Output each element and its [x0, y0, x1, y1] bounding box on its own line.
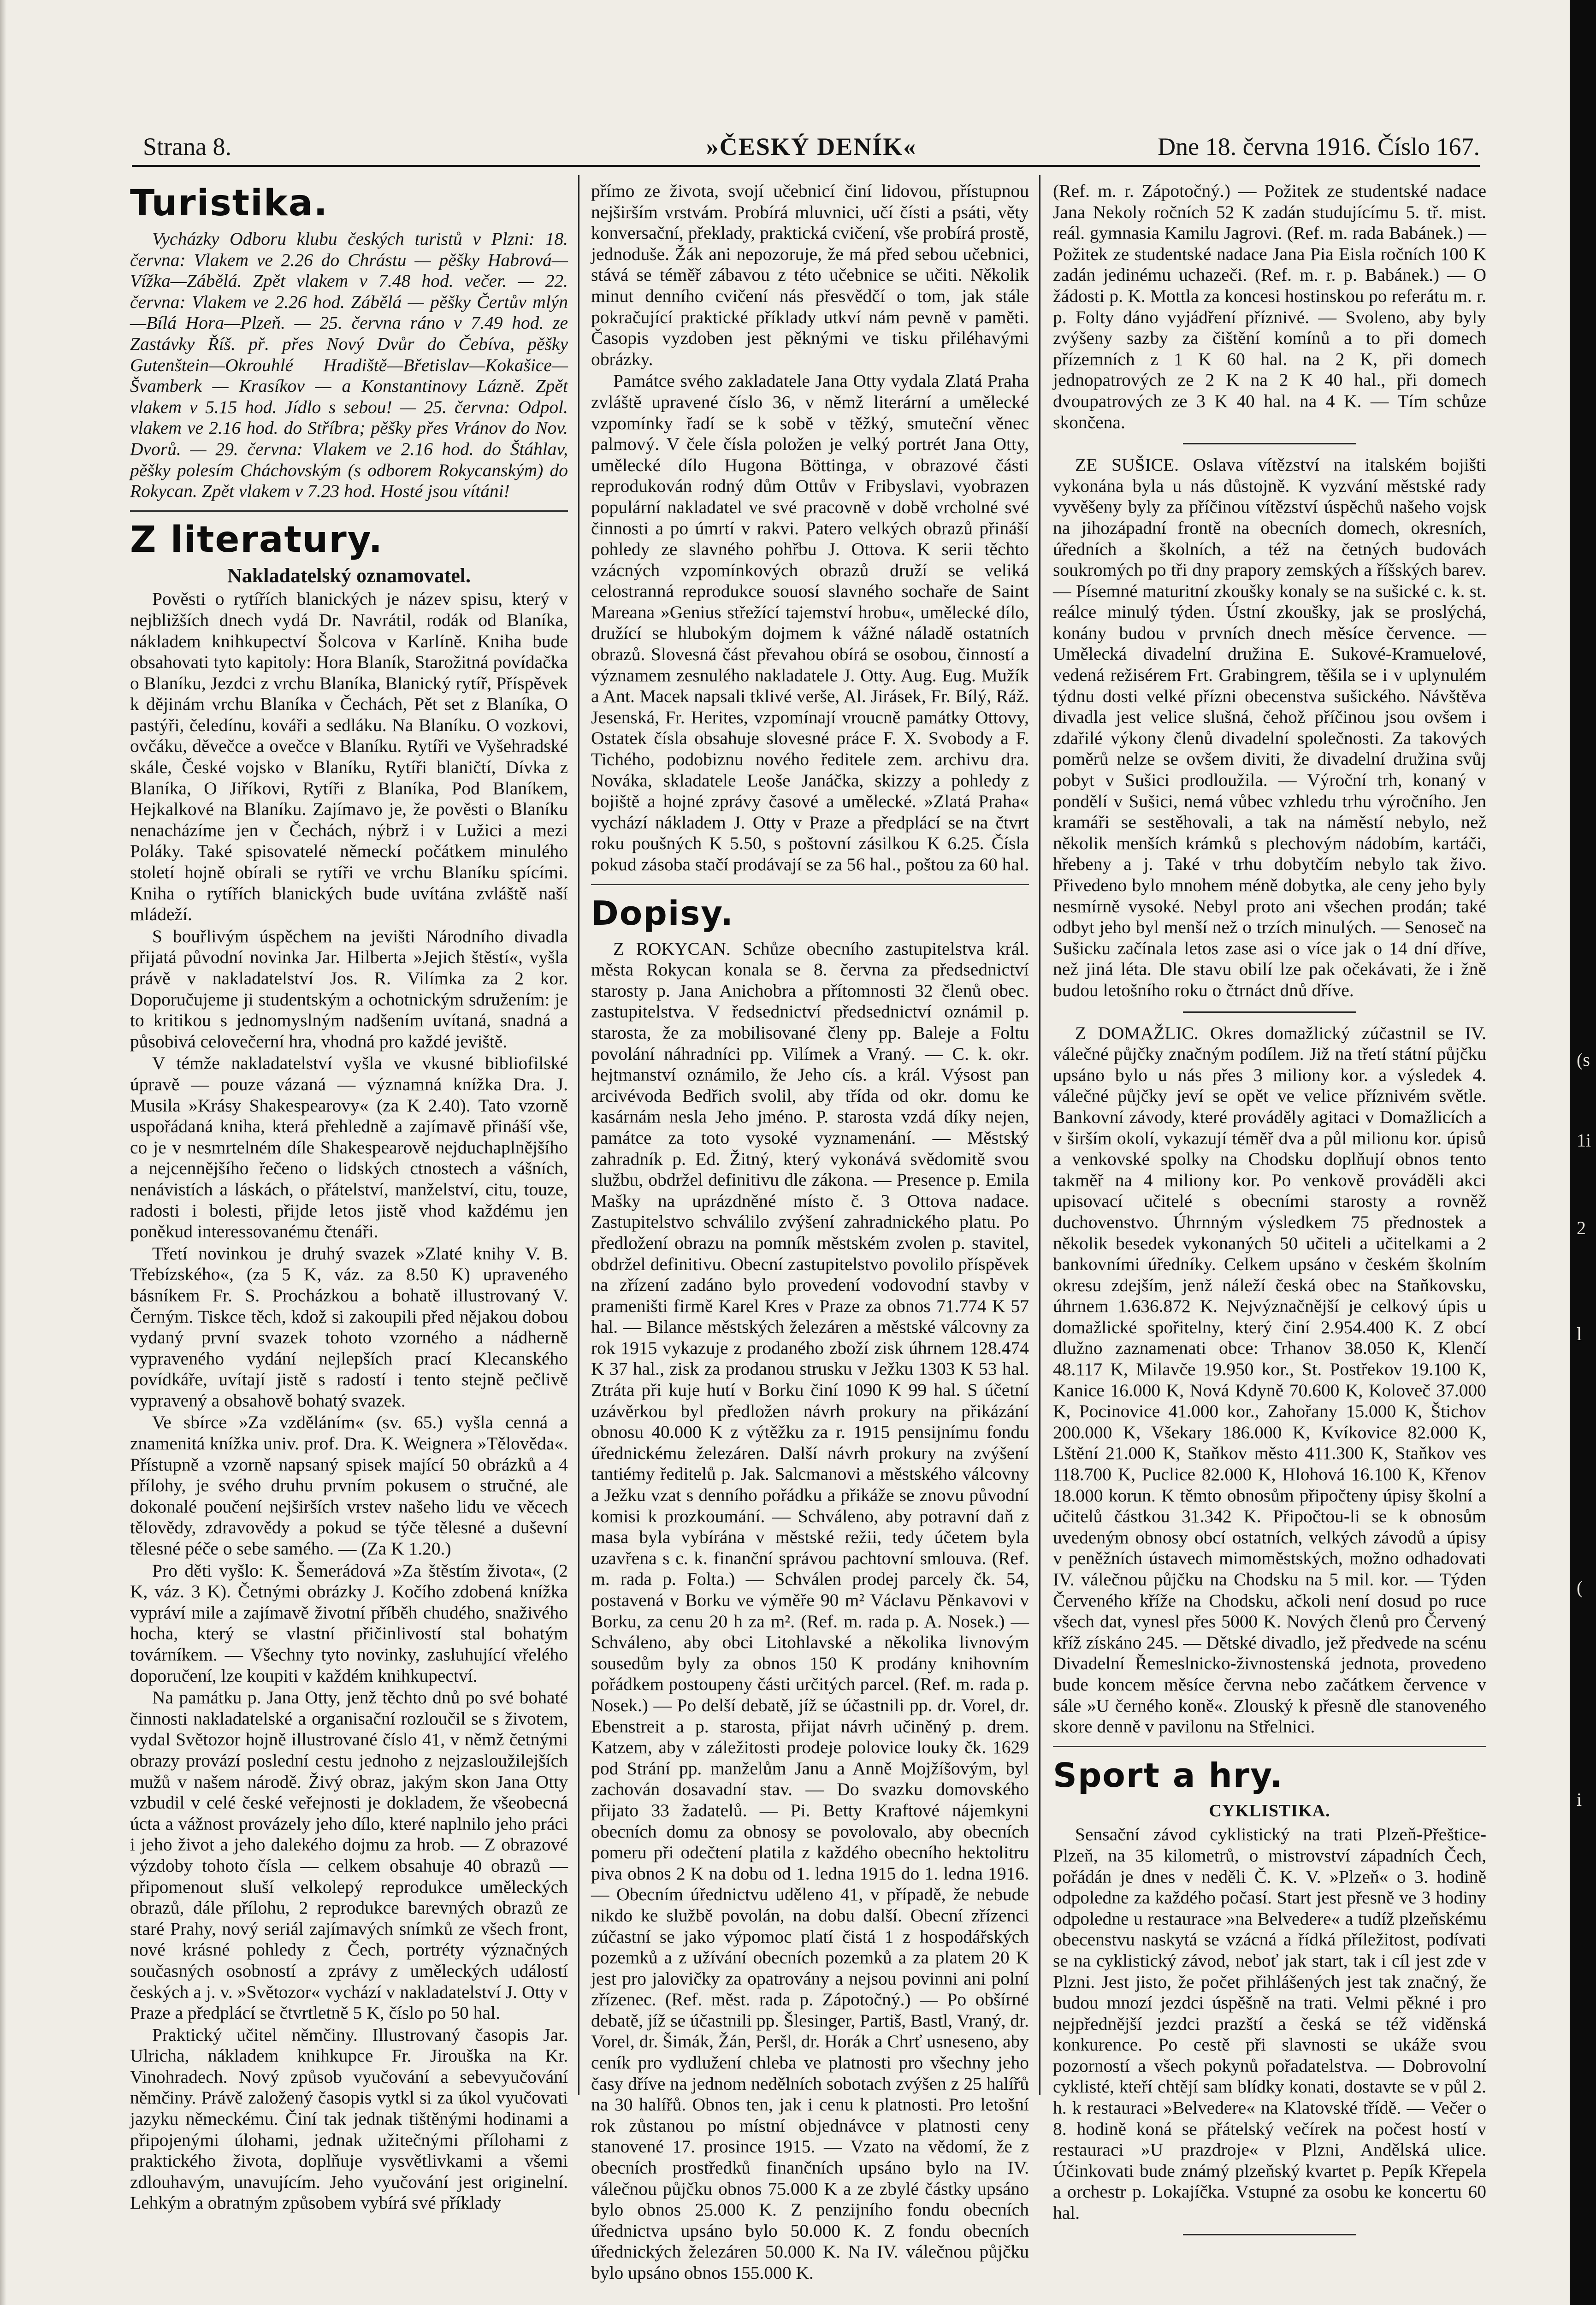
article-paragraph: Z DOMAŽLIC. Okres domažlický zúčastnil se IV. válečné půjčky značným podílem. Již na třetí státní půjčku upsáno bylo u nás přes 3 miliony kor. a výsledek 4. válečné půjčky jeví se opět ve velice příznivém světle. Bankovní závody, které prováděly agitaci v Domažlicích a v širším okolí, vykazují téměř dva a půl milionu kor. úpisů a venkovské spolky na Chodsku doplňují obnos tento takměř na 4 miliony kor. Po venkově prováděli akci upisovací učitelé s obecními starosty a rovněž duchovenstvo. Úhrnným výsledkem 75 přednostek a několik besedek vykonaných 50 učiteli a učitelkami a 2 bankovními úředníky. Celkem upsáno v českém školním okresu zdejším, jenž náleží česká obec na Staňkovsku, úhrnem 1.636.872 K. Nejvýznačnější je celkový úpis u domažlické spořitelny, který činí 2.954.400 K. Z obcí dlužno zaznamenati obce: Trhanov 38.050 K, Klenčí 48.117 K, Milavče 19.950 kor., St. Postřekov 19.100 K, Kanice 16.000 K, Nová Kdyně 70.600 K, Koloveč 37.000 K, Pocinovice 41.000 kor., Zahořany 15.000 K, Štichov 200.000 K, Všekary 186.000 K, Kvíkovice 82.000 K, Lštění 21.000 K, Staňkov město 411.300 K, Staňkov ves 118.700 K, Puclice 82.000 K, Hlohová 16.100 K, Křenov 18.000 korun. K těmto obnosům připočteny úpisy školní a učitelů částkou 31.342 K. Připočtou-li se k obnosům uvedeným obnosy obcí ostatních, velkých závodů a úpisy v peněžních ústavech mimoměstských, možno odhadovati IV. válečnou půjčku na Chodsku na 5 mil. kor. — Týden Červeného kříže na Chodsku, ačkoli není dosud po ruce všech dat, vynesl přes 5000 K. Nových členů pro Červený kříž získáno 245. — Dětské divadlo, jež předvede na scénu Divadelní Řemeslnicko-živnostenská jednota, provedeno bude koncem měsíce června nebo začátkem července v sále »U černého koně«. Zlouský k přesně dle stanoveného skore denně v pavilonu na Střelnici. [1053, 1022, 1486, 1737]
header-rule [132, 165, 1480, 167]
section-heading-literatura: Z literatury. [130, 519, 384, 561]
issue-date-number: Dne 18. června 1916. Číslo 167. [1158, 133, 1480, 160]
column-3 [1053, 181, 1486, 2223]
article-paragraph: Sensační závod cyklistický na trati Plzeň-Přeštice-Plzeň, na 35 kilometrů, o mistrovství západních Čech, pořádán je dnes v neděli Č. K. V. »Plzeň« o 3. hodině odpoledne za každého počasí. Start jest přesně ve 3 hodiny odpoledne u restaurace »na Belvedere« a tudíž plzeňskému obecenstvu naskytá se vzácná a řídká příležitost, podívati se na cyklistický závod, neboť jak start, tak i cíl jest zde v Plzni. Jest jisto, že počet přihlášených jest tak značný, že budou mnozí jezdci úspěšně na trati. Velmi pěkné i pro nejpřednější jezdci prazští a česká se též viděnská konkurence. Po cestě při slavnosti se ukáže svou pozorností a všech pokynů pořadatelstva. — Dobrovolní cyklisté, kteří chtějí sam blídky konati, dostavte se v půl 2. h. k restauraci »Belvedere« na Klatovské třídě. — Večer o 8. hodině koná se přátelský večírek na počest hostí v restauraci »U prazdroje« v Plzni, Andělská ulice. Účinkovati bude známý plzeňský kvartet p. Pepík Křepela a orchestr p. Lokajíčka. Vstupné za osobu ke koncertu 60 hal. [1053, 1824, 1486, 2223]
section-heading-dopisy: Dopisy. [591, 893, 734, 933]
margin-fragment: 2 [1577, 1218, 1586, 1238]
margin-fragment: 1i [1577, 1130, 1591, 1151]
margin-fragment: l [1577, 1324, 1582, 1344]
margin-fragment: ( [1577, 1577, 1583, 1598]
article-paragraph: Pro děti vyšlo: K. Šemerádová »Za štěstím života«, (2 K, váz. 3 K). Četnými obrázky J. Kočího zdobená knížka vypráví mile a zajímavě životní příběh chudého, snaživého hocha, který se vlastní přičinlivostí stal bohatým továrníkem. — Všechny tyto novinky, zasluhující vřelého doporučení, lze koupiti v každém knihkupectví. [130, 1560, 568, 1686]
article-paragraph: V témže nakladatelství vyšla ve vkusné bibliofilské úpravě — pouze vázaná — významná knížka Dra. J. Musila »Krásy Shakespearovy« (za K 2.40). Tato vzorně uspořádaná kniha, která přehledně a zajímavě přináší vše, co je v nesmrtelném díle Shakespearově nejduchaplnějšího a nejcennějšího řečeno o lidských ctnostech a vášních, nenávistích a láskách, o přátelství, manželství, citu, touze, radosti i bolesti, přijde letos jistě vhod každému jen poněkud interessovanému čtenáři. [130, 1053, 568, 1242]
article-paragraph: Praktický učitel němčiny. Illustrovaný časopis Jar. Ulricha, nákladem knihkupce Fr. Jirouška na Kr. Vinohradech. Nový způsob vyučování a sebevyučování němčiny. Právě založený časopis vytkl si za úkol vyučovati jazyku německému. Činí tak jednak tištěnými hodinami a připojenými úlohami, jednak užitečnými přílohami z praktického života, doplňuje vysvětlivkami a všemi zdlouhavým, unavujícím. Jeho vyučování jest originelní. Lehkým a obratným způsobem vybírá své příklady [130, 2024, 568, 2213]
scan-dark-margin [1570, 0, 1596, 2305]
margin-fragment: (s [1577, 1049, 1590, 1070]
section-heading-turistika: Turistika. [130, 183, 328, 224]
article-paragraph: ZE SUŠICE. Oslava vítězství na italském bojišti vykonána byla u nás důstojně. K vyzvání městské rady vyvěšeny byly za příčinou vítězství úspěchů našeho vojsk na jihozápadní frontě na obecních domech, okresních, úředních a školních, a též na četných budovách soukromých po tři dny prapory zemských a říšských barev. — Písemné maturitní zkoušky konaly se na sušické c. k. st. reálce minulý týden. Ústní zkoušky, jak se proslýchá, konány budou v prvních dnech měsíce července. — Umělecká divadelní družina E. Sukové-Kramuelové, vedená režisérem Frt. Grabingrem, těšila se i v uplynulém týdnu dosti velké přízni obecenstva sušického. Návštěva divadla jest velice slušná, čehož příčinou jsou ovšem i zdařilé výkony členů divadelní společnosti. Za takových poměrů nelze se ovšem diviti, že divadelní družina svůj pobyt v Sušici prodloužila. — Výroční trh, konaný v pondělí v Sušici, nemá vůbec vzhledu trhu výročního. Jen kramáři se sestěhovali, a tak na náměstí nebylo, než několik menších krámků s plechovým nádobím, kartáči, hřebeny a j. Také v trhu dobytčím nebylo tak živo. Přivedeno bylo mnohem méně dobytka, ale ceny jeho byly nesmírně vysoké. Nebyl proto ani všechen prodán; také odbyt jeho byl menší než o trzích minulých. — Senoseč na Sušicku začínala letos zase asi o více jak o 14 dní dříve, než jiná léta. Dle stavu obilí lze pak očekávati, že i žně budou letošního roku o čtrnáct dnů dříve. [1053, 455, 1486, 1000]
article-paragraph: (Ref. m. r. Zápotočný.) — Požitek ze studentské nadace Jana Nekoly ročních 52 K zadán studujícímu 5. tř. mist. reál. gymnasia Kamilu Jagrovi. (Ref. m. rada Babánek.) — Požitek ze studentské nadace Jana Pia Eisla ročních 100 K zadán jedinému uchazeči. (Ref. m. r. p. Babánek.) — O žádosti p. K. Mottla za koncesi hostinskou po referátu m. r. p. Folty dáno vyjádření příznivé. — Svoleno, aby byly zvýšeny sazby za čištění komínů a to při domech přízemních z 1 K 60 hal. na 2 K, při domech jednopatrových ze 2 K na 2 K 40 hal., při domech dvoupatrových ze 3 K 40 hal. na 4 K. — Tím schůze skončena. [1053, 181, 1486, 432]
article-paragraph: S bouřlivým úspěchem na jevišti Národního divadla přijatá původní novinka Jar. Hilberta »Jejich štěstí«, vyšla právě v nakladatelství Jos. R. Vilímka za 2 kor. Doporučujeme ji studentským a ochotnickým sdružením: je to kritikou s jednomyslným nadšením uvítaná, snadná a působivá celovečerní hra, vhodná pro každé jeviště. [130, 926, 568, 1052]
article-paragraph: Památce svého zakladatele Jana Otty vydala Zlatá Praha zvláště upravené číslo 36, v němž literární a umělecké vzpomínky řadí se k sobě v těžký, smuteční věnec palmový. V čele čísla položen je velký portrét Jana Otty, umělecké dílo Hugona Böttinga, v obrazové části reprodukován rodný dům Ottův v Fribyslavi, vyobrazen populární nakladatel ve své pracovně v době vrcholné své činnosti a po úmrtí v rakvi. Patero velkých obrazů přináší pohledy ze slavného pohřbu J. Ottova. K serii těchto vzácných vzpomínkových obrazů druží se veliká celostranná reprodukce souosí slavného sochaře de Saint Mareana »Genius střežící tajemství hrobu«, umělecké dílo, družící se hlubokým dojmem k vážné náladě ostatních obrazů. Slovesná část převahou obírá se osobou, činností a významem zesnulého nakladatele J. Otty. Aug. Eug. Mužík a Ant. Macek napsali tklivé verše, Al. Jirásek, Fr. Bílý, Ráž. Jesenská, Fr. Herites, vzpomínají vroucně památky Ottovy, Ostatek čísla obsahuje slovesné práce F. X. Svobody a F. Tichého, podobiznu nového ředitele zem. archivu dra. Nováka, skladatele Leoše Janáčka, skizzy a pohledy z bojiště a hojné zprávy časové a umělecké. »Zlatá Praha« vychází nákladem J. Otty v Praze a předplácí se na čtvrt roku poušných K 5.50, s poštovní zásilkou K 6.25. Čísla pokud zásoba stačí prodávají se za 56 hal., poštou za 60 hal. [591, 371, 1029, 875]
column-divider [1039, 175, 1040, 2095]
column-2 [591, 181, 1029, 2283]
page-header [143, 130, 1480, 163]
page-shadow-edge [0, 0, 6, 2305]
margin-fragment: i [1577, 1789, 1582, 1810]
article-paragraph: Z ROKYCAN. Schůze obecního zastupitelstva král. města Rokycan konala se 8. června za předsednictví starosty p. Jana Anichobra a přítomnosti 32 členů obec. zastupitelstva. V ředsednictví předsednictví oznámil p. starosta, že za mobilisované členy pp. Baleje a Foltu povolání náhradníci pp. Vilímek a Vraný. — C. k. okr. hejtmanství oznámilo, že Jeho cís. a král. Výsost pan arcivévoda Bedřich svolil, aby třída od okr. domu ke kasárnám nesla Jeho jméno. P. starosta vzdá díky nejen, památce za toto vysoké vyznamenání. — Městský zahradník p. Ed. Žitný, který vykonává svědomitě svou službu, obdržel definitivu dle zákona. — Presence p. Emila Mašky na uprázdněné místo č. 3 Ottova nadace. Zastupitelstvo schválilo zvýšení zahradnického platu. Po předložení obrazu na pomník městském zvolen p. stavitel, obdržel definitivu. Obecní zastupitelstvo povolilo příspěvek na zřízení zadáno bylo provedení vodovodní stavby v prameništi firmě Karel Kres v Praze za obnos 71.774 K 57 hal. — Bilance městských železáren a městské válcovny za rok 1915 vykazuje z prodaného zboží zisk úhrnem 128.474 K 37 hal., zisk za prodanou strusku v Ježku 1303 K 53 hal. Ztráta při kuje hutí v Borku činí 1090 K 99 hal. S účetní uzávěrkou byl předložen návrh prokury na přikázání obnosu 40.000 K z výtěžku za r. 1915 pensijnímu fondu úřednickému železáren. Další návrh prokury na zvýšení tantiémy ředitelů p. Jak. Salcmanovi a městského válcovny a Ježku vzat s denního pořádku a přikáže se znovu původní komisi k prozkoumání. — Schváleno, aby potravní daň z masa byla vybírána v městské režii, tedy účetem byla uzavřena s c. k. finanční správou pachtovní smlouva. (Ref. m. rada p. Folta.) — Schválen prodej parcely čk. 54, postavená v Borku ve výměře 90 m² Václavu Pěnkavovi v Borku, za cenu 20 h za m². (Ref. m. rada p. A. Nosek.) — Schváleno, aby obci Litohlavské a několika livnovým sousedům byly za obnos 150 K prodány knihovním pořádkem postoupeny části určitých parcel. (Ref. m. rada p. Nosek.) — Po delší debatě, jíž se účastnili pp. dr. Vorel, dr. Ebenstreit a p. starosta, přijat návrh učiněný p. drem. Katzem, aby v záležitosti prodeje polovice louky čk. 1629 pod Strání pp. manželům Janu a Anně Mojžíšovým, byl zachován dosavadní stav. — Do svazku domovského přijato 33 žadatelů. — Pi. Betty Kraftové nájemkyni obecních domu za obnosy se povolovalo, aby obecních pomeru při odečtení platila z každého obecního hektolitru piva obnos 2 K na dobu od 1. ledna 1915 do 1. ledna 1916. — Obecním úřednictvu uděleno 41, v případě, že nebude nikdo ke službě povolán, na dobu další. Obecní zřízenci zúčastní se jako výpomoc platí čistá 1 z hospodářských pozemků a z užívání obecních pozemků a za platem 20 K jest pro jalovičky za opatrovány a nejsou povinni ani polní zřízenec. (Ref. měst. rada p. Zápotočný.) — Po obšírné debatě, jíž se účastnili pp. Šlesinger, Partiš, Bastl, Vraný, dr. Vorel, dr. Šimák, Žán, Peršl, dr. Horák a Chrť usneseno, aby ceník pro vydlužení chleba ve platnosti pro všechny jeho časy dříve na jednom nedělních sobotach zvýšen z 25 halířů na 30 halířů. Obnos ten, jak i cenu k platnosti. Pro letošní rok zůstanou po místní objednávce v platnosti ceny stanovené 17. prosince 1915. — Vzato na vědomí, že z obecních prostředků finančních upsáno bylo na IV. válečnou půjčku obnos 75.000 K a ze zbylé částky upsáno bylo obnos 25.000 K. Z penzijního fondu obecních úřednictva upsáno bylo 50.000 K. Z fondu obecních úřednických železáren 50.000 K. Na IV. válečnou půjčku bylo upsáno obnos 155.000 K. [591, 938, 1029, 2283]
end-divider [1183, 2234, 1356, 2235]
article-paragraph: přímo ze života, svojí učebnicí činí lidovou, přístupnou nejširším vrstvám. Probírá mluvnici, učí čísti a psáti, věty konversační, překlady, praktická cvičení, vše probírá prostě, jednoduše. Žák ani nepozoruje, že má před sebou učebnici, stává se téměř zábavou z této učebnice se učiti. Několik minut denního cvičení nás přesvědčí o tom, jak stále pokračující praktické příklady utkví nám pevně v paměti. Časopis vyzdoben jest pěknými ve tisku přiléhavými obrázky. [591, 181, 1029, 369]
section-divider [1053, 1746, 1486, 1747]
page-number: Strana 8. [143, 133, 231, 160]
section-divider [130, 510, 568, 512]
subsection-title: CYKLISTIKA. [1209, 1801, 1330, 1820]
column-divider [578, 175, 579, 2095]
subsection-title: Nakladatelský oznamovatel. [227, 564, 471, 587]
article-paragraph: Vycházky Odboru klubu českých turistů v Plzni: 18. června: Vlakem ve 2.26 do Chrástu — pěšky Habrová—Vížka—Zábělá. Zpět vlakem v 7.48 hod. večer. — 22. června: Vlakem ve 2.26 hod. Zábělá — pěšky Čertův mlýn—Bílá Hora—Plzeň. — 25. června ráno v 7.49 hod. ze Zastávky Říš. př. přes Nový Dvůr do Čebíva, pěšky Gutenštein—Okrouhlé Hradiště—Břetislav—Kokašice—Švamberk — Krasíkov — a Konstantinovy Lázně. Zpět vlakem v 5.15 hod. Jídlo s sebou! — 25. června: Odpol. vlakem ve 2.16 hod. do Stříbra; pěšky přes Vránov do Nov. Dvorů. — 29. června: Vlakem ve 2.16 hod. do Štáhlav, pěšky polesím Cháchovským (s odborem Rokycanským) do Rokycan. Zpět vlakem v 7.23 hod. Hosté jsou vítáni! [130, 229, 568, 502]
short-divider [1183, 1011, 1356, 1013]
section-heading-sport: Sport a hry. [1053, 1755, 1283, 1795]
article-paragraph: Pověsti o rytířích blanických je název spisu, který v nejbližších dnech vydá Dr. Navrátil, rodák od Blaníka, nákladem knihkupectví Šolcova v Karlíně. Kniha bude obsahovati tyto kapitoly: Hora Blaník, Starožitná povídačka o Blaníku, Jezdci z vrchu Blaníka, Blanický rytíř, Příspěvek k dějinám vrchu Blaníka v Čechách, Pět set z Blaníka, O pastýři, čeledínu, kováři a sedláku. Na Blaníku. O vozkovi, ovčáku, děvečce a ovečce v Blaníku. Rytíři ve Vyšehradské skále, České vojsko v Blaníku, Rytíři blaničtí, Dívka z Blaníka, O Jiříkovi, Rytíři z Blaníka, Pod Blaníkem, Hejkalkové na Blaníku. Zajímavo je, že pověsti o Blaníku nenacházíme jen v Čechách, nýbrž i v Lužici a mezi Poláky. Také spisovatelé německí počátkem minulého století hojně obírali se rytíři ve vrchu Blaníku spícími. Kniha o rytířích blanických bude uvítána zvláště naší mládeží. [130, 589, 568, 925]
column-1 [130, 181, 568, 2213]
article-paragraph: Na památku p. Jana Otty, jenž těchto dnů po své bohaté činnosti nakladatelské a organisační rozloučil se s životem, vydal Světozor hojně illustrované číslo 41, v němž četnými obrazy provází poslední cestu jednoho z nejzasloužilejších mužů v našem národě. Živý obraz, jakým skon Jana Otty vzbudil v celé české veřejnosti je dokladem, že všeobecná úcta a vážnost provázely jeho dílo, které naplnilo jeho práci i jeho život a jeho dalekého dojmu za hrob. — Z obrazové výzdoby tohoto čísla — celkem obsahuje 40 obrazů — připomenout sluší velkolepý reprodukce uměleckých obrazů, dále přílohu, 2 reprodukce barevných obrazů ze staré Prahy, nový seriál zajímavých snímků ze všech front, nové krásné pohledy z Čech, portréty význačných současných osobností a zprávy z uměleckých událostí českých a j. v. »Světozor« vychází v nakladatelství J. Otty v Praze a předplácí se čtvrtletně 5 K, číslo po 50 hal. [130, 1687, 568, 2023]
newspaper-title: »ČESKÝ DENÍK« [706, 133, 917, 160]
short-divider [1183, 443, 1356, 444]
section-divider [591, 884, 1029, 885]
article-paragraph: Ve sbírce »Za vzděláním« (sv. 65.) vyšla cenná a znamenitá knížka univ. prof. Dra. K. Weignera »Tělověda«. Přístupně a vzorně napsaný spisek mající 50 obrázků a 4 přílohy, je svého druhu prvním pokusem o stručné, ale dokonalé poučení nejširších vrstev našeho lidu ve věcech tělovědy, zdravovědy a pokud se týče tělesné a duševní tělesné péče o sebe samého. — (Za K 1.20.) [130, 1412, 568, 1559]
article-paragraph: Třetí novinkou je druhý svazek »Zlaté knihy V. B. Třebízského«, (za 5 K, váz. za 8.50 K) upraveného básníkem Fr. S. Procházkou a bohatě illustrovaný V. Černým. Tiskce těch, kdož si zakoupili před nějakou dobou vydaný první svazek tohoto vzorného a nádherně vypraveného vydání nejlepších prací Klecanského povídkáře, uvítají jistě s radostí i tento stejně pečlivě vypravený a obsahově bohatý svazek. [130, 1243, 568, 1411]
